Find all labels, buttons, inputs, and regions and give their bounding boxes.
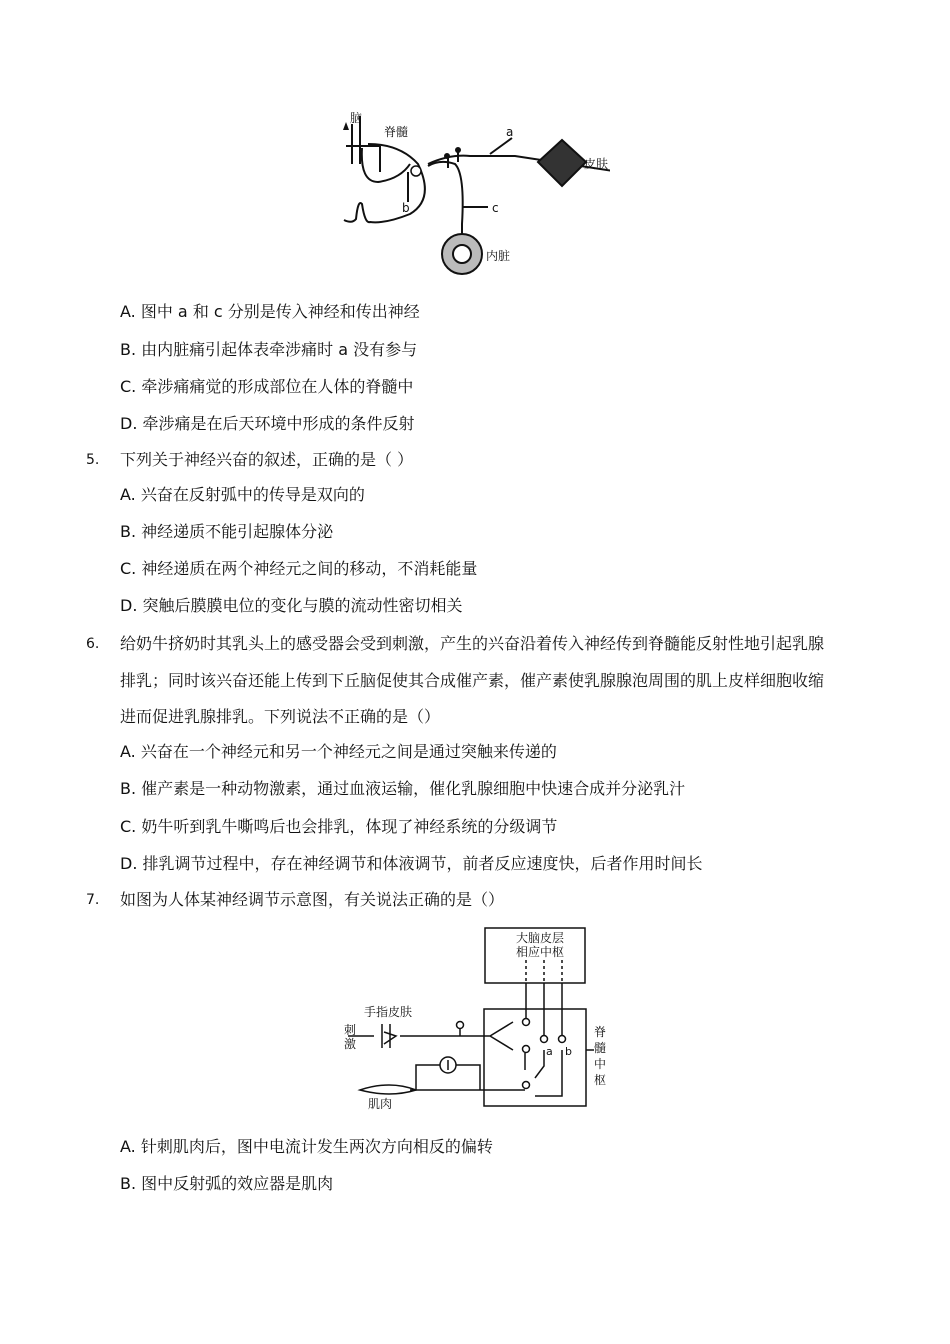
- q4-option-a: A. 图中 a 和 c 分别是传入神经和传出神经: [120, 302, 420, 321]
- label-cortex-line2: 相应中枢: [516, 945, 565, 959]
- q4-option-c: C. 牵涉痛痛觉的形成部位在人体的脊髓中: [120, 377, 414, 396]
- q5-stem: 下列关于神经兴奋的叙述，正确的是（ ）: [120, 450, 414, 469]
- q6-stem-line1: 给奶牛挤奶时其乳头上的感受器会受到刺激，产生的兴奋沿着传入神经传到脊髓能反射性地引起乳腺: [120, 634, 825, 653]
- figure-referred-pain-diagram: [340, 104, 610, 276]
- label-spinal-1: 脊: [594, 1025, 607, 1039]
- label-finger-skin: 手指皮肤: [364, 1005, 413, 1019]
- figure-neural-regulation-diagram: [330, 920, 620, 1112]
- q6-option-b: B. 催产素是一种动物激素，通过血液运输，催化乳腺细胞中快速合成并分泌乳汁: [120, 779, 686, 798]
- q5-option-b: B. 神经递质不能引起腺体分泌: [120, 522, 334, 541]
- q4-option-d: D. 牵涉痛是在后天环境中形成的条件反射: [120, 414, 415, 433]
- label-viscera: 内脏: [486, 249, 511, 263]
- q6-number: 6.: [86, 636, 100, 652]
- label-skin: 皮肤: [584, 157, 609, 171]
- q6-stem-line3: 进而促进乳腺排乳。下列说法不正确的是（）: [120, 707, 441, 726]
- q7-option-a: A. 针刺肌肉后，图中电流计发生两次方向相反的偏转: [120, 1137, 493, 1156]
- label-spinal-2: 髓: [594, 1041, 607, 1055]
- label-c: c: [492, 201, 499, 215]
- label-stimulus-1: 刺: [344, 1023, 357, 1037]
- label-b: b: [565, 1045, 572, 1058]
- q5-option-d: D. 突触后膜膜电位的变化与膜的流动性密切相关: [120, 596, 463, 615]
- label-b: b: [402, 201, 410, 215]
- label-spinal-cord: 脊髓: [384, 125, 409, 139]
- q5-number: 5.: [86, 452, 100, 468]
- q6-option-c: C. 奶牛听到乳牛嘶鸣后也会排乳，体现了神经系统的分级调节: [120, 817, 558, 836]
- q4-option-b: B. 由内脏痛引起体表牵涉痛时 a 没有参与: [120, 340, 418, 359]
- q7-stem: 如图为人体某神经调节示意图，有关说法正确的是（）: [120, 890, 505, 909]
- q7-option-b: B. 图中反射弧的效应器是肌肉: [120, 1174, 334, 1193]
- q6-option-a: A. 兴奋在一个神经元和另一个神经元之间是通过突触来传递的: [120, 742, 557, 761]
- label-brain: 脑: [350, 111, 363, 125]
- q6-option-d: D. 排乳调节过程中，存在神经调节和体液调节，前者反应速度快，后者作用时间长: [120, 854, 703, 873]
- q5-option-c: C. 神经递质在两个神经元之间的移动，不消耗能量: [120, 559, 478, 578]
- label-spinal-4: 枢: [594, 1073, 607, 1087]
- label-a: a: [546, 1045, 553, 1058]
- q6-stem-line2: 排乳；同时该兴奋还能上传到下丘脑促使其合成催产素，催产素使乳腺腺泡周围的肌上皮样细胞收缩: [120, 671, 825, 690]
- label-spinal-3: 中: [594, 1057, 607, 1071]
- q5-option-a: A. 兴奋在反射弧中的传导是双向的: [120, 485, 365, 504]
- label-muscle: 肌肉: [368, 1097, 393, 1111]
- label-a: a: [506, 125, 514, 139]
- q7-number: 7.: [86, 892, 100, 908]
- label-cortex-line1: 大脑皮层: [516, 931, 565, 945]
- label-stimulus-2: 激: [344, 1037, 357, 1051]
